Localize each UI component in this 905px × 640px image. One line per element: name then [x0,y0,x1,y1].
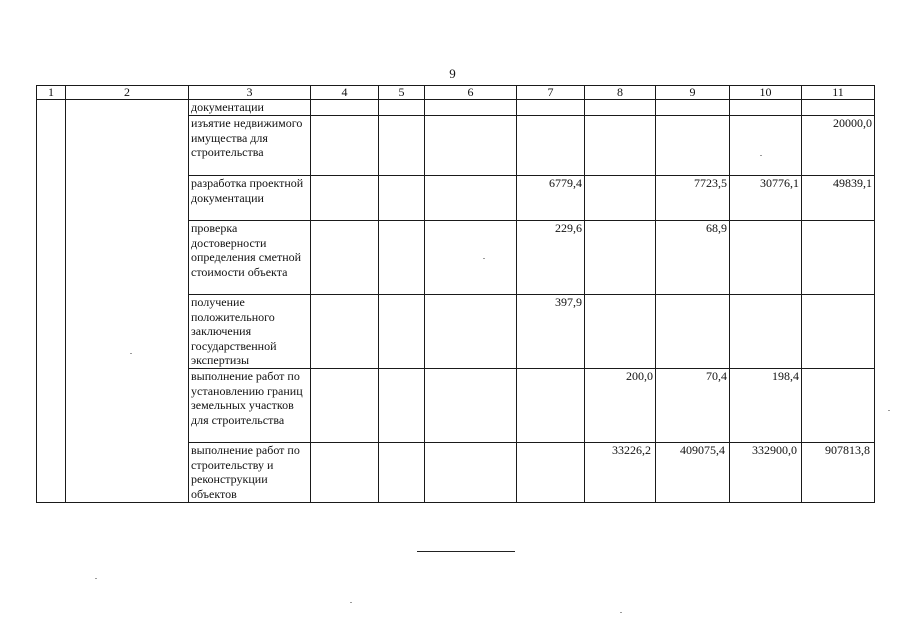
cell-col1 [37,100,66,503]
value-cell [311,295,379,369]
value-cell [425,221,517,295]
column-header: 8 [585,86,656,100]
scan-speck [888,410,890,411]
value-cell [517,369,585,443]
value-cell [585,221,656,295]
value-cell [802,369,875,443]
value-cell [425,116,517,176]
empty-cell [517,100,585,116]
scan-speck [620,612,622,613]
value-cell: 30776,1 [730,176,802,221]
value-cell [379,295,425,369]
value-cell [730,295,802,369]
row-label: изъятие недвижимого имущества для строительства [189,116,311,176]
column-number-row [37,86,875,100]
column-header: 11 [802,86,875,100]
value-cell [311,116,379,176]
value-cell: 229,6 [517,221,585,295]
scan-speck [130,353,132,354]
value-cell [585,295,656,369]
value-cell [425,295,517,369]
value-cell: 7723,5 [656,176,730,221]
value-cell [425,176,517,221]
empty-cell [379,100,425,116]
column-header: 7 [517,86,585,100]
value-cell [311,176,379,221]
value-cell: 397,9 [517,295,585,369]
value-cell [379,116,425,176]
value-cell: 20000,0 [802,116,875,176]
value-cell [730,221,802,295]
empty-cell [585,100,656,116]
row-label: разработка проектной документации [189,176,311,221]
value-cell [585,176,656,221]
scan-speck [95,578,97,579]
value-cell [425,369,517,443]
empty-cell [730,100,802,116]
value-cell [517,116,585,176]
value-cell: 68,9 [656,221,730,295]
row-label: проверка достоверности определения сметной стоимости объекта [189,221,311,295]
value-cell [585,116,656,176]
value-cell: 198,4 [730,369,802,443]
value-cell [517,443,585,503]
column-header: 3 [189,86,311,100]
value-cell [802,221,875,295]
row-label: получение положительного заключения государственной экспертизы [189,295,311,369]
empty-cell [311,100,379,116]
value-cell: 907813,8 [802,443,875,503]
value-cell: 49839,1 [802,176,875,221]
value-cell [425,443,517,503]
value-cell [656,116,730,176]
column-header: 6 [425,86,517,100]
empty-cell [802,100,875,116]
row-label: выполнение работ по установлению границ земельных участков для строительства [189,369,311,443]
value-cell [311,443,379,503]
page-number: 9 [449,66,456,81]
value-cell [379,176,425,221]
value-cell [379,369,425,443]
value-cell [379,221,425,295]
value-cell: 6779,4 [517,176,585,221]
column-header: 9 [656,86,730,100]
column-header: 4 [311,86,379,100]
scan-speck [760,155,762,156]
row-label: выполнение работ по строительству и реконструкции объектов [189,443,311,503]
budget-table [36,85,875,503]
cell-col2 [66,100,189,503]
column-header: 5 [379,86,425,100]
value-cell: 200,0 [585,369,656,443]
value-cell [311,221,379,295]
empty-cell [656,100,730,116]
value-cell [730,116,802,176]
continued-label: документации [189,100,311,116]
table-row-continued [37,100,875,116]
scan-speck [483,258,485,259]
column-header: 1 [37,86,66,100]
value-cell: 409075,4 [656,443,730,503]
column-header: 10 [730,86,802,100]
value-cell [311,369,379,443]
value-cell: 332900,0 [730,443,802,503]
column-header: 2 [66,86,189,100]
value-cell: 33226,2 [585,443,656,503]
empty-cell [425,100,517,116]
value-cell: 70,4 [656,369,730,443]
value-cell [802,295,875,369]
value-cell [656,295,730,369]
closing-rule [417,551,515,552]
value-cell [379,443,425,503]
scan-speck [350,602,352,603]
